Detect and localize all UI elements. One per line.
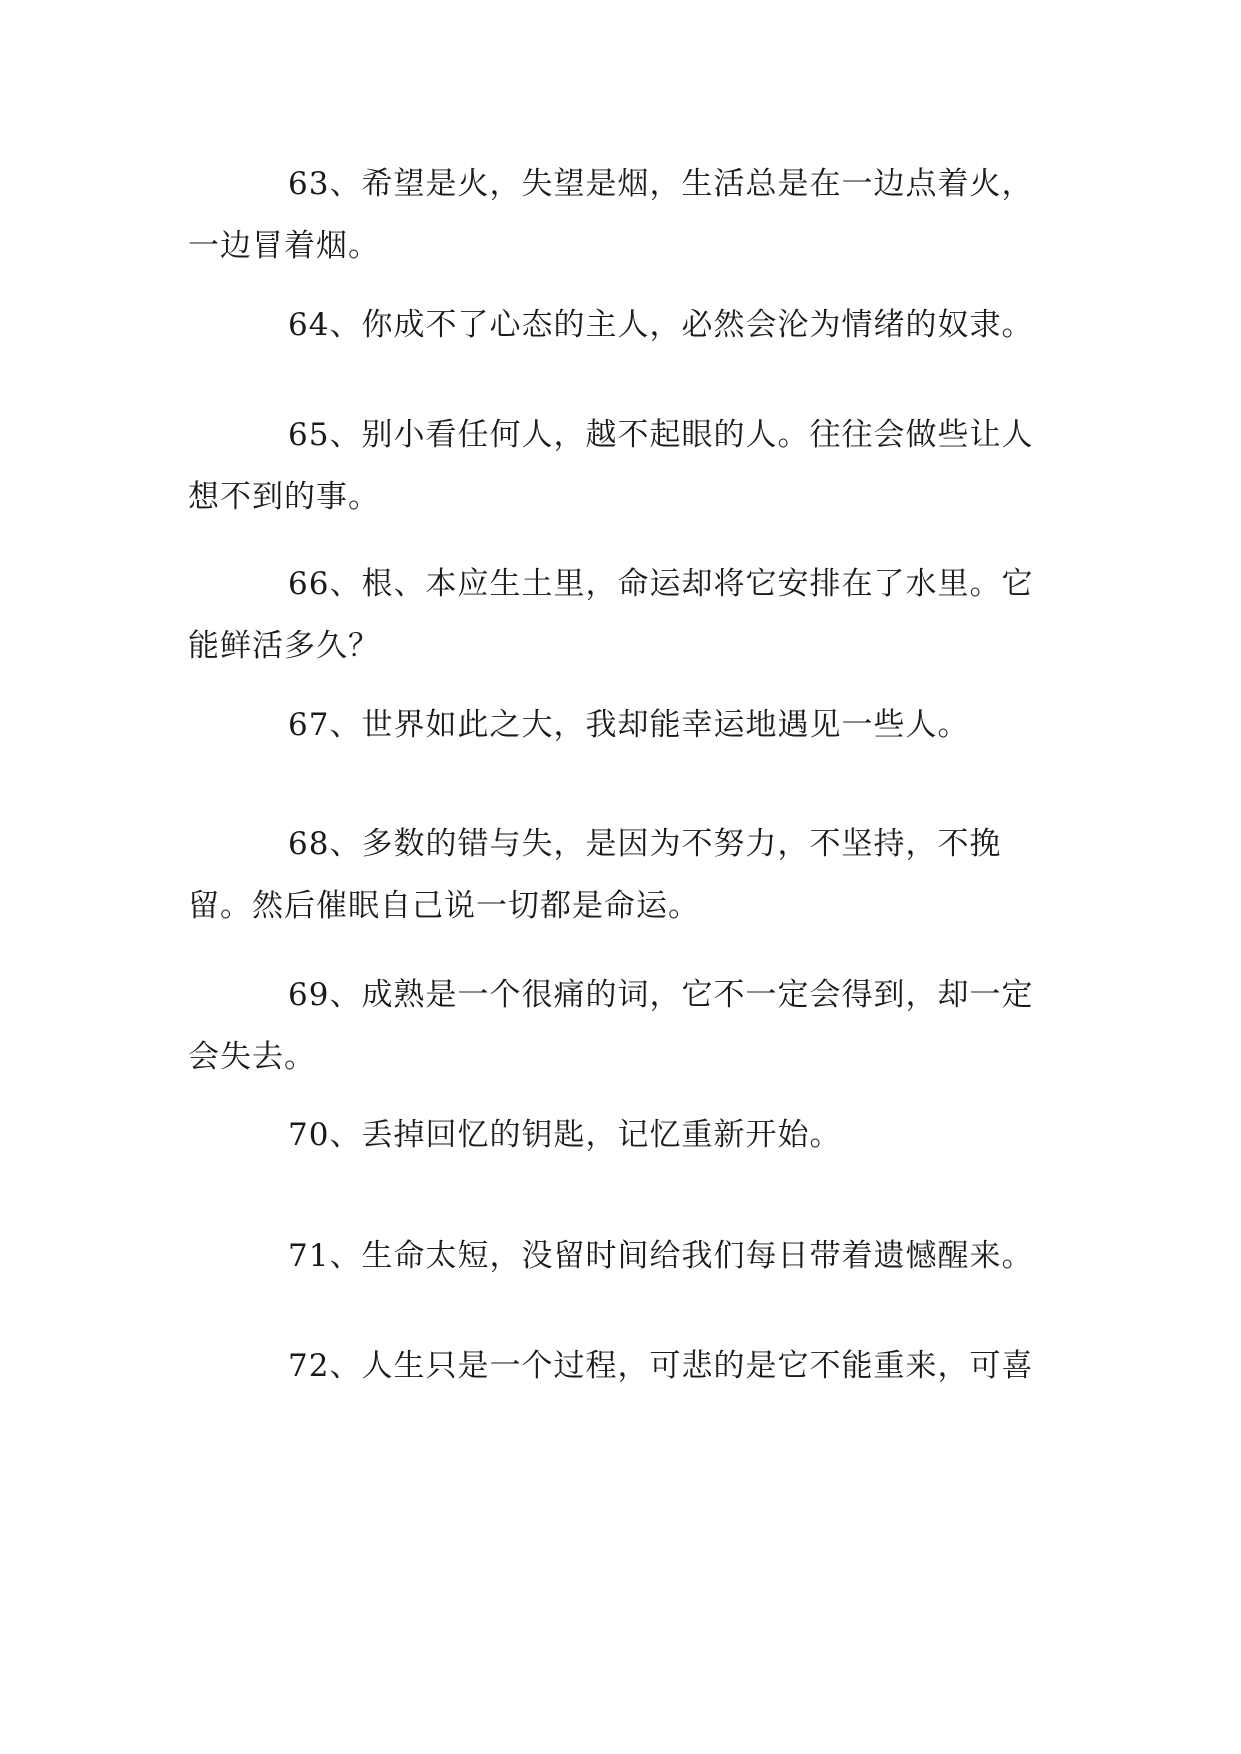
paragraph-70: 70、丢掉回忆的钥匙，记忆重新开始。 bbox=[288, 1117, 842, 1153]
paragraph-66: 66、根、本应生土里，命运却将它安排在了水里。它能鲜活多久？ bbox=[188, 566, 1034, 664]
paragraph-71: 71、生命太短，没留时间给我们每日带着遗憾醒来。 bbox=[288, 1238, 1034, 1274]
paragraph-67: 67、世界如此之大，我却能幸运地遇见一些人。 bbox=[288, 707, 970, 743]
paragraph-64: 64、你成不了心态的主人，必然会沦为情绪的奴隶。 bbox=[288, 307, 1034, 343]
paragraph-68: 68、多数的错与失，是因为不努力，不坚持，不挽留。然后催眠自己说一切都是命运。 bbox=[188, 826, 1002, 924]
paragraph-65: 65、别小看任何人，越不起眼的人。往往会做些让人想不到的事。 bbox=[188, 417, 1034, 515]
paragraph-69: 69、成熟是一个很痛的词，它不一定会得到，却一定会失去。 bbox=[188, 977, 1034, 1075]
paragraph-63: 63、希望是火，失望是烟，生活总是在一边点着火，一边冒着烟。 bbox=[188, 166, 1034, 264]
paragraph-72: 72、人生只是一个过程，可悲的是它不能重来，可喜 bbox=[288, 1348, 1034, 1384]
